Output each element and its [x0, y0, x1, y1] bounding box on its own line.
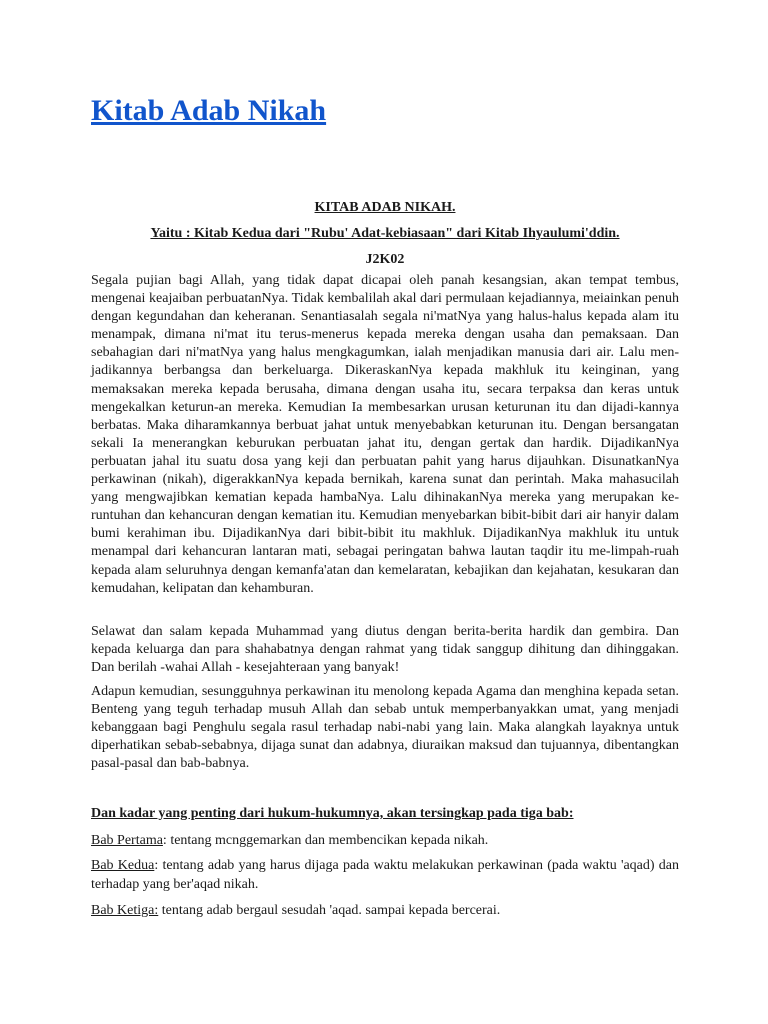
document-title-link[interactable]: Kitab Adab Nikah [91, 94, 327, 127]
bab-text: tentang mcnggemarkan dan membencikan kepada nikah. [166, 833, 489, 848]
book-code: J2K02 [365, 252, 405, 267]
bab-item [91, 902, 679, 921]
paragraph-salawat: Selawat dan salam kepada Muhammad yang diutus dengan berita-berita hardik dan gembira. Dan kepada keluarga dan para shahabatnya dengan rahmat yang tidak sanggup dihitung dan dihinggakan. Dan berilah -wahai Allah - kesejahteraan yang banyak! [91, 624, 679, 676]
bab-separator: : [154, 858, 159, 873]
bab-text: tentang adab yang harus dijaga pada waktu melakukan perkawinan (pada waktu 'aqad) dan terhadap yang ber'aqad nikah. [91, 858, 679, 892]
bab-separator: : [162, 833, 167, 848]
paragraph-opening: Segala pujian bagi Allah, yang tidak dapat dicapai oleh panah kesangsian, akan tempat tembus, mengenai keajaiban perbuatanNya. Tidak kembalilah akal dari permulaan kejadiannya, meiainkan penuh dengan kegundahan dan keheranan. Senantiasalah segala ni'matNya yang halus-halus kepada alam itu menampak, dimana ni'mat itu terus-menerus kepada mereka dengan usaha dan pemaksaan. Dan sebahagian dari ni'matNya yang halus mengkagumkan, ialah menjadikan manusia dari air. Lalu men-jadikannya berbangsa dan berkeluarga. DikeraskanNya kepada makhluk itu keinginan, yang memaksakan mereka kepada berusaha, dimana dengan usaha itu, secara terpaksa dan keras untuk mengekalkan keturun-an mereka. Kemudian Ia membesarkan urusan keturunan itu dan dijadi-kannya berbatas. Maka diharamkannya berbuat jahat untuk menyebabkan keturunan itu. Dengan bersangatan sekali Ia menerangkan keburukan perbuatan jahat itu, dengan gertak dan hardik. DijadikanNya perbuatan jahal itu suatu dosa yang keji dan perbuatan pahit yang harus dijauhkan. DisunatkanNya perkawinan (nikah), digerakkanNya kepada bernikah, karena sunat dan perintah. Maka mahasucilah yang mengwajibkan kematian kepada hambaNya. Lalu dihinakanNya mereka yang merupakan ke-runtuhan dan kehancuran dengan kematian itu. Kemudian menyebarkan bibit-bibit dari air hanyir dalam bumi kerahiman ibu. DijadikanNya dari bibit-bibit itu makhluk. DijadikanNya makhluk itu untuk menampal dari kehancuran lantaran mati, sebagai peringatan bahwa lautan taqdir itu me-limpah-ruah kepada alam seluruhnya dengan kemanfa'atan dan kemelaratan, kebajikan dan kejahatan, kesukaran dan kemudahan, kelipatan dan kehamburan. [91, 273, 679, 596]
section-heading: Dan kadar yang penting dari hukum-hukumnya, akan tersingkap pada tiga bab: [91, 806, 574, 821]
bab-item [91, 857, 679, 894]
paragraph-intro: Adapun kemudian, sesungguhnya perkawinan itu menolong kepada Agama dan menghina kepada setan. Benteng yang teguh terhadap musuh Allah dan sebab untuk memperbanyakkan umat, yang menjadi kebanggaan bagi Penghulu segala rasul terhadap nabi-nabi yang lain. Maka alangkah layaknya untuk diperhatikan sebab-sebabnya, dijaga sunat dan adabnya, diuraikan maksud dan tujuannya, dibentangkan pasal-pasal dan bab-babnya. [91, 684, 679, 772]
bab-label: Bab Kedua [91, 858, 155, 873]
bab-label: Bab Pertama [91, 833, 163, 848]
bab-label: Bab Ketiga: [91, 903, 159, 918]
book-heading: KITAB ADAB NIKAH. [314, 200, 456, 215]
bab-text: tentang adab bergaul sesudah 'aqad. sampai kepada bercerai. [158, 903, 501, 918]
bab-item [91, 832, 679, 851]
book-subheading: Yaitu : Kitab Kedua dari "Rubu' Adat-kebiasaan" dari Kitab Ihyaulumi'ddin. [150, 226, 620, 241]
